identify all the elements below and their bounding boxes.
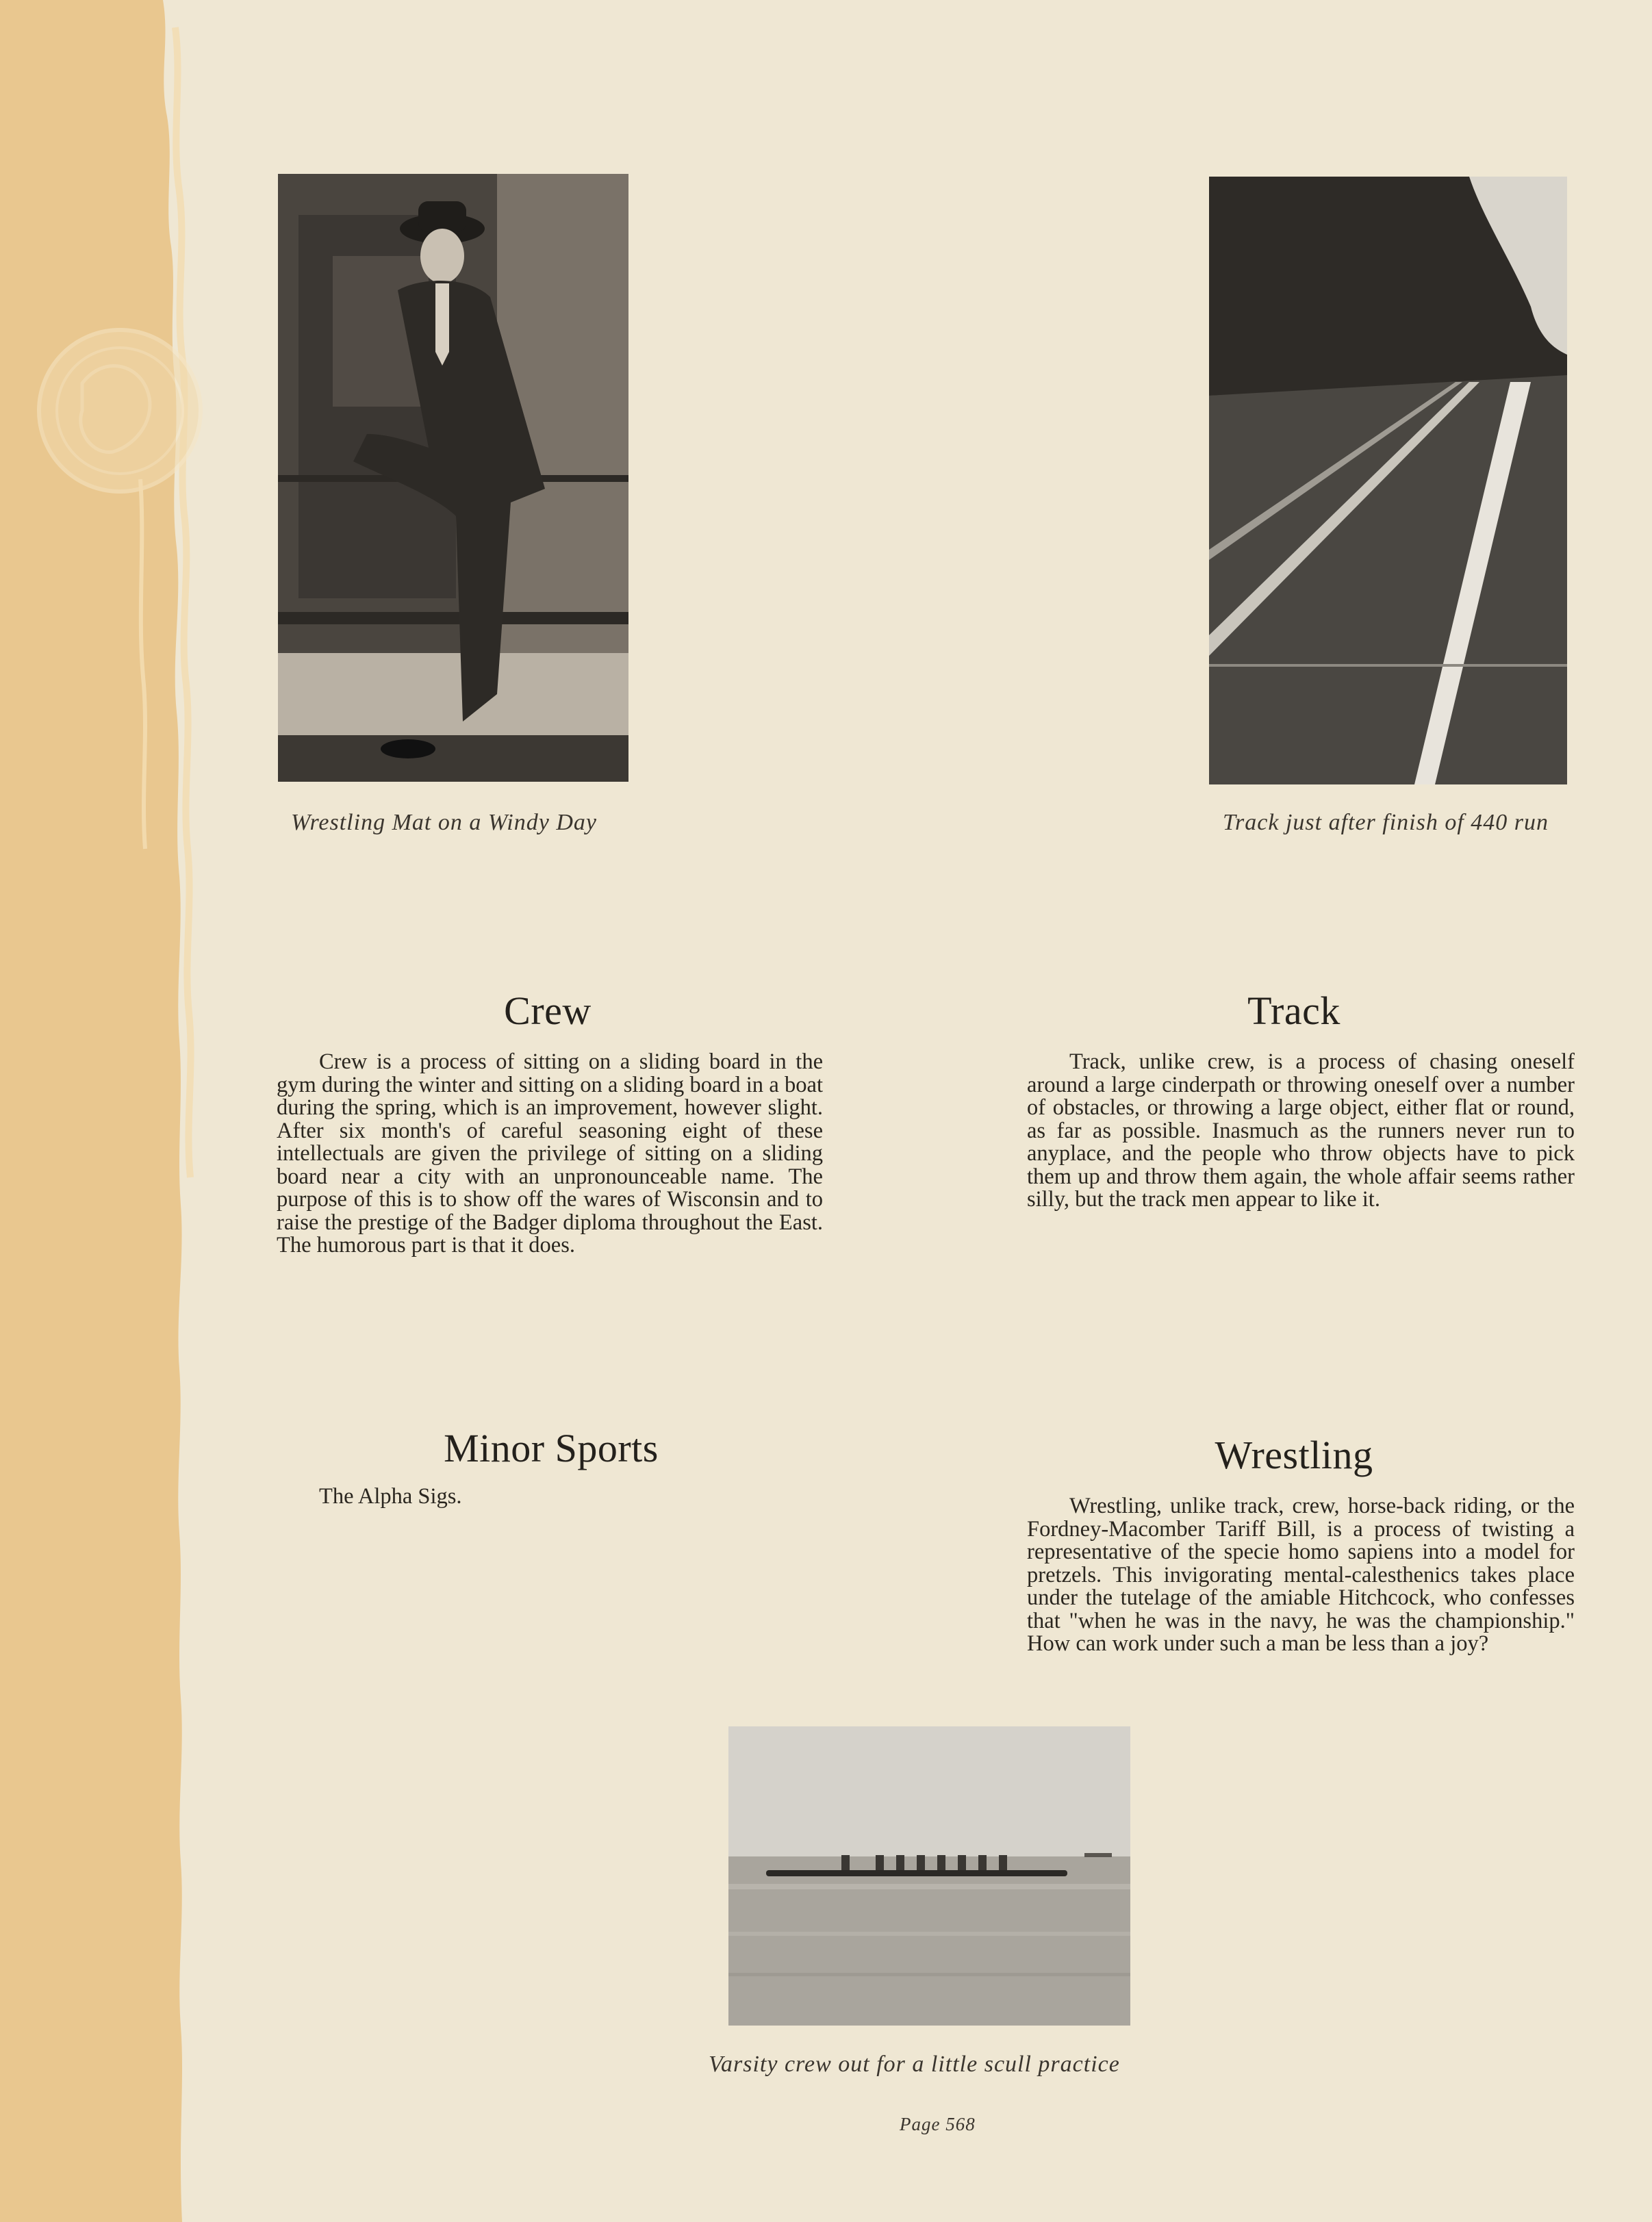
wrestling-body: [1027, 1495, 1575, 1656]
track-photo: [1209, 177, 1567, 784]
crew-heading: Crew: [504, 988, 592, 1033]
track-body: [1027, 1051, 1575, 1212]
track-photo-caption: Track just after finish of 440 run: [1223, 810, 1549, 835]
seal-icon: [39, 330, 201, 491]
margin-ornament: [0, 0, 205, 2222]
track-paragraph: Track, unlike crew, is a process of chasing oneself around a large cinderpath or throwing oneself over a number of obstacles, or throwing a large object, either flat or round, as far as possible. Inasmuch as the runners never run to anyplace, and the people who throw objects have to pick them up and throw them again, the whole affair seems rather silly, but the track men appear to like it.: [1027, 1049, 1575, 1212]
crew-photo-caption: Varsity crew out for a little scull practice: [709, 2052, 1120, 2077]
wrestling-photo-caption: Wrestling Mat on a Windy Day: [291, 810, 597, 835]
page-number: Page 568: [900, 2114, 976, 2134]
varsity-crew-photo: [728, 1726, 1130, 2026]
wrestling-paragraph: Wrestling, unlike track, crew, horse-back riding, or the Fordney-Macomber Tariff Bill, is a process of twisting a representative of the specie homo sapiens into a model for pretzels. This invigorating mental-calesthenics takes place under the tutelage of the amiable Hitchcock, who confesses that "when he was in the navy, he was the championship." How can work under such a man be less than a joy?: [1027, 1494, 1575, 1656]
wrestling-coach-photo: [278, 174, 628, 782]
wrestling-heading: Wrestling: [1215, 1433, 1373, 1477]
minor-sports-paragraph: The Alpha Sigs.: [319, 1484, 462, 1509]
track-heading: Track: [1247, 988, 1340, 1033]
minor-sports-body: [277, 1485, 823, 1509]
crew-paragraph: Crew is a process of sitting on a sliding board in the gym during the winter and sitting on a sliding board in a boat during the spring, which is an improvement, however slight. After six month's of careful seasoning eight of these intellectuals are given the privilege of sitting on a sliding board near a city with an unpronounceable name. The purpose of this is to show off the wares of Wisconsin and to raise the prestige of the Badger diploma throughout the East. The humorous part is that it does.: [277, 1049, 823, 1257]
crew-body: [277, 1051, 823, 1257]
minor-sports-heading: Minor Sports: [444, 1426, 659, 1470]
